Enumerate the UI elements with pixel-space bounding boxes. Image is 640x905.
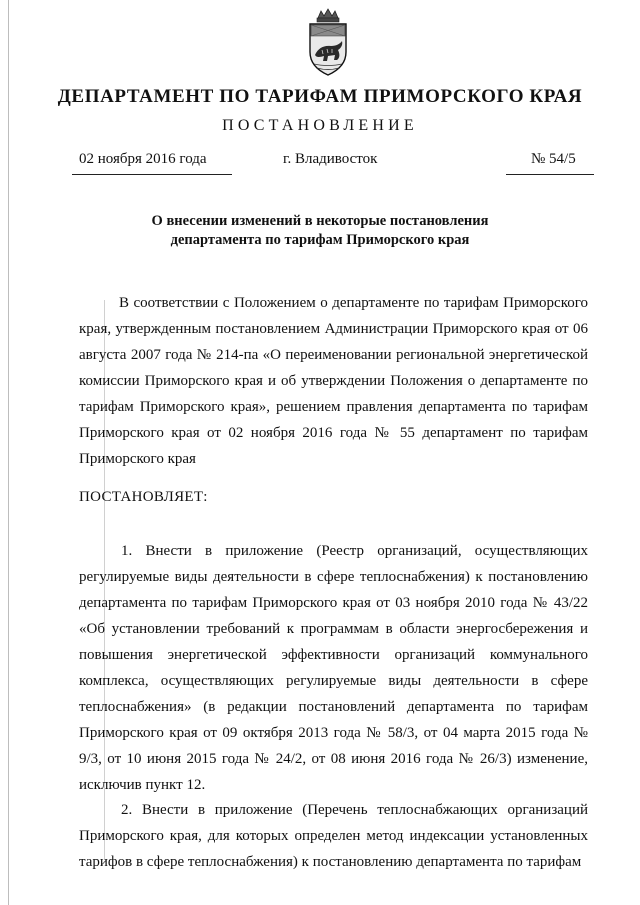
document-subject [100, 212, 540, 250]
document-type: ПОСТАНОВЛЕНИЕ [222, 117, 418, 134]
document-date: 02 ноября 2016 года [79, 151, 207, 167]
date-underline [72, 174, 232, 175]
resolves-heading: ПОСТАНОВЛЯЕТ: [79, 489, 208, 505]
subject-line-1: О внесении изменений в некоторые постановления [151, 213, 489, 229]
scan-line-left [8, 0, 9, 905]
number-underline [506, 174, 594, 175]
document-number: № 54/5 [531, 151, 576, 167]
subject-line-2: департамента по тарифам Приморского края [170, 232, 470, 248]
item-1-paragraph: 1. Внести в приложение (Реестр организаций, осуществляющих регулируемые виды деятельности в сфере теплоснабжения) к постановлению департамента по тарифам Приморского края от 03 ноября 2010 года № 43/22 «Об установлении требований к программам в области энергосбережения и повышения энергетической эффективности организаций коммунального комплекса, осуществляющих регулируемые виды деятельности в сфере теплоснабжения» (в редакции постановлений департамента по тарифам Приморского края от 09 октября 2013 года № 58/3, от 04 марта 2015 года № 9/3, от 10 июня 2015 года № 24/2, от 08 июня 2016 года № 26/3) изменение, исключив пункт 12. [79, 543, 588, 793]
preamble-paragraph: В соответствии с Положением о департаменте по тарифам Приморского края, утвержденным постановлением Администрации Приморского края от 06 августа 2007 года № 214-па «О переименовании региональной энергетической комиссии Приморского края и об утверждении Положения о департаменте по тарифам Приморского края», решением правления департамента по тарифам Приморского края от 02 ноября 2016 года № 55 департамент по тарифам Приморского края [79, 295, 588, 467]
coat-of-arms-icon [300, 8, 356, 78]
item-2-paragraph: 2. Внести в приложение (Перечень теплоснабжающих организаций Приморского края, для которых определен метод индексации установленных тарифов в сфере теплоснабжения) к постановлению департамента по тарифам [79, 802, 588, 870]
department-title: ДЕПАРТАМЕНТ ПО ТАРИФАМ ПРИМОРСКОГО КРАЯ [57, 86, 583, 107]
document-city: г. Владивосток [283, 151, 378, 167]
